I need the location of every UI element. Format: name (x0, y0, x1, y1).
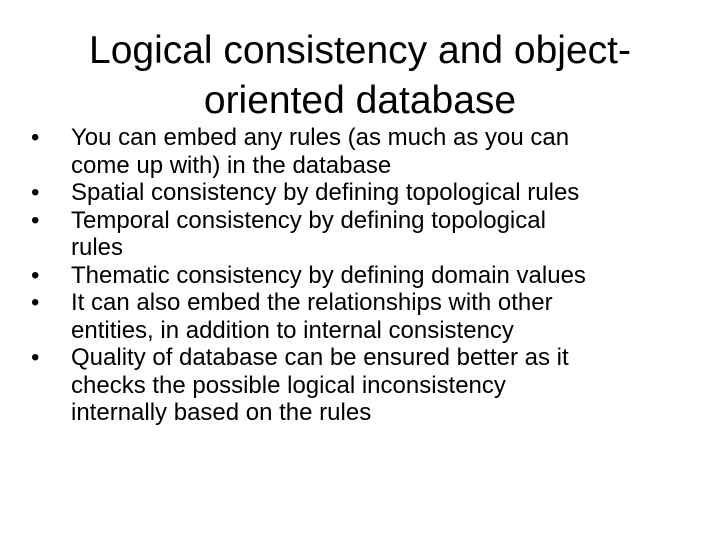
bullet-line: Thematic consistency by defining domain values (71, 261, 586, 289)
bullet-line: entities, in addition to internal consistency (71, 316, 514, 344)
slide-title (40, 26, 680, 126)
bullet-line: You can embed any rules (as much as you can (71, 124, 570, 151)
bullet-text (71, 289, 707, 344)
bullet-line: rules (71, 234, 124, 261)
bullet-text (71, 207, 707, 262)
bullet-item-thematic (27, 262, 707, 290)
bullet-text (71, 179, 707, 207)
bullet-text (71, 124, 707, 179)
bullet-item-spatial (27, 179, 707, 207)
bullet-text (71, 344, 707, 427)
slide-title-line: oriented database (203, 79, 517, 122)
slide-title-line: Logical consistency and object- (89, 29, 631, 72)
bullet-list (27, 124, 707, 427)
bullet-icon: • (31, 124, 40, 151)
bullet-item-relationships (27, 289, 707, 344)
bullet-line: checks the possible logical inconsistency (71, 371, 506, 399)
bullet-icon: • (31, 206, 40, 234)
bullet-icon: • (31, 261, 40, 289)
bullet-icon: • (31, 179, 40, 206)
bullet-line: internally based on the rules (71, 399, 372, 426)
bullet-line: come up with) in the database (71, 151, 392, 179)
bullet-item-quality (27, 344, 707, 427)
bullet-line: Quality of database can be ensured better as it (71, 344, 569, 371)
bullet-line: It can also embed the relationships with other (71, 289, 553, 316)
bullet-text (71, 262, 707, 290)
bullet-icon: • (31, 289, 40, 316)
bullet-item-temporal (27, 207, 707, 262)
bullet-line: Spatial consistency by defining topological rules (71, 179, 580, 206)
bullet-item-embed-rules (27, 124, 707, 179)
bullet-icon: • (31, 344, 40, 371)
bullet-line: Temporal consistency by defining topological (71, 206, 546, 234)
